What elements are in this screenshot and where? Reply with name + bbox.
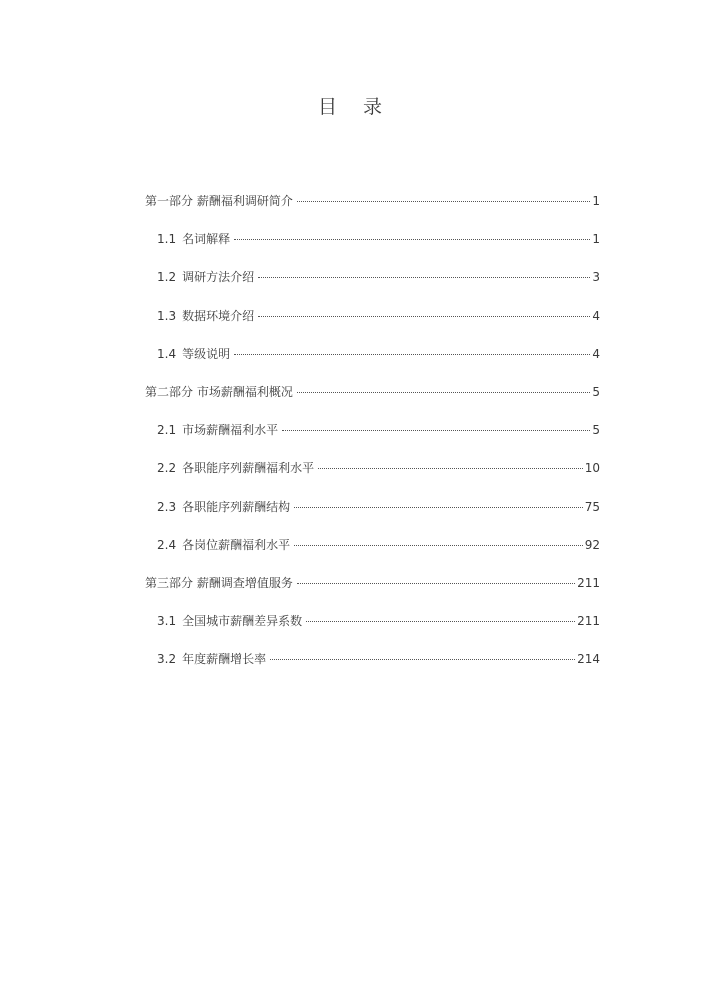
toc-leader-dots <box>234 354 590 355</box>
toc-leader-dots <box>318 468 583 469</box>
toc-entry-2-1[interactable] <box>145 421 600 459</box>
toc-entry-2-4[interactable] <box>145 536 600 574</box>
toc-page-number: 10 <box>584 461 600 476</box>
toc-entry-label: 第三部分 薪酬调查增值服务 <box>145 575 293 590</box>
toc-leader-dots <box>297 201 591 202</box>
toc-section-number: 3.2 <box>157 652 177 667</box>
toc-section-number: 3.1 <box>157 614 177 629</box>
toc-page-number: 211 <box>577 614 600 629</box>
toc-section-number: 2.1 <box>157 423 177 438</box>
toc-leader-dots <box>297 583 575 584</box>
toc-entry-label: 市场薪酬福利水平 <box>182 423 279 438</box>
toc-page-number: 4 <box>592 308 600 323</box>
toc-leader-dots <box>306 621 575 622</box>
toc-page-number: 4 <box>592 346 600 361</box>
toc-entry-label: 等级说明 <box>182 346 231 361</box>
toc-section-number: 1.3 <box>157 308 177 323</box>
toc-section-number: 2.4 <box>157 537 177 552</box>
toc-list <box>145 192 600 688</box>
toc-entry-label: 各职能序列薪酬福利水平 <box>182 461 315 476</box>
toc-page-number: 5 <box>592 423 600 438</box>
toc-entry-part-3[interactable] <box>145 574 600 612</box>
toc-entry-1-4[interactable] <box>145 345 600 383</box>
toc-entry-label: 全国城市薪酬差异系数 <box>182 614 303 629</box>
toc-entry-3-2[interactable] <box>145 650 600 688</box>
toc-section-number: 1.1 <box>157 232 177 247</box>
toc-entry-label: 各岗位薪酬福利水平 <box>182 537 291 552</box>
toc-entry-1-1[interactable] <box>145 230 600 268</box>
toc-entry-label: 年度薪酬增长率 <box>182 652 267 667</box>
toc-section-number: 2.3 <box>157 499 177 514</box>
toc-page-number: 75 <box>584 499 600 514</box>
toc-page-number: 3 <box>592 270 600 285</box>
toc-title: 目 录 <box>317 96 393 118</box>
toc-leader-dots <box>270 659 575 660</box>
toc-section-number: 2.2 <box>157 461 177 476</box>
toc-page-number: 211 <box>577 575 600 590</box>
toc-entry-label: 调研方法介绍 <box>182 270 255 285</box>
toc-leader-dots <box>282 430 590 431</box>
toc-entry-label: 各职能序列薪酬结构 <box>182 499 291 514</box>
toc-leader-dots <box>294 545 583 546</box>
toc-entry-1-3[interactable] <box>145 307 600 345</box>
toc-leader-dots <box>258 316 590 317</box>
toc-entry-2-2[interactable] <box>145 459 600 497</box>
toc-entry-label: 数据环境介绍 <box>182 308 255 323</box>
toc-leader-dots <box>297 392 591 393</box>
toc-entry-3-1[interactable] <box>145 612 600 650</box>
toc-entry-label: 第一部分 薪酬福利调研简介 <box>145 194 293 208</box>
toc-entry-2-3[interactable] <box>145 498 600 536</box>
toc-entry-part-1[interactable] <box>145 192 600 230</box>
toc-leader-dots <box>258 277 590 278</box>
toc-leader-dots <box>234 239 590 240</box>
toc-entry-1-2[interactable] <box>145 268 600 306</box>
toc-entry-label: 名词解释 <box>182 232 231 247</box>
toc-page-number: 214 <box>577 652 600 667</box>
toc-page-number: 5 <box>592 384 600 399</box>
toc-page-number: 1 <box>592 194 600 208</box>
toc-entry-part-2[interactable] <box>145 383 600 421</box>
toc-leader-dots <box>294 507 583 508</box>
toc-page-number: 92 <box>584 537 600 552</box>
toc-entry-label: 第二部分 市场薪酬福利概况 <box>145 384 293 399</box>
toc-page-number: 1 <box>592 232 600 247</box>
toc-section-number: 1.4 <box>157 346 177 361</box>
toc-section-number: 1.2 <box>157 270 177 285</box>
